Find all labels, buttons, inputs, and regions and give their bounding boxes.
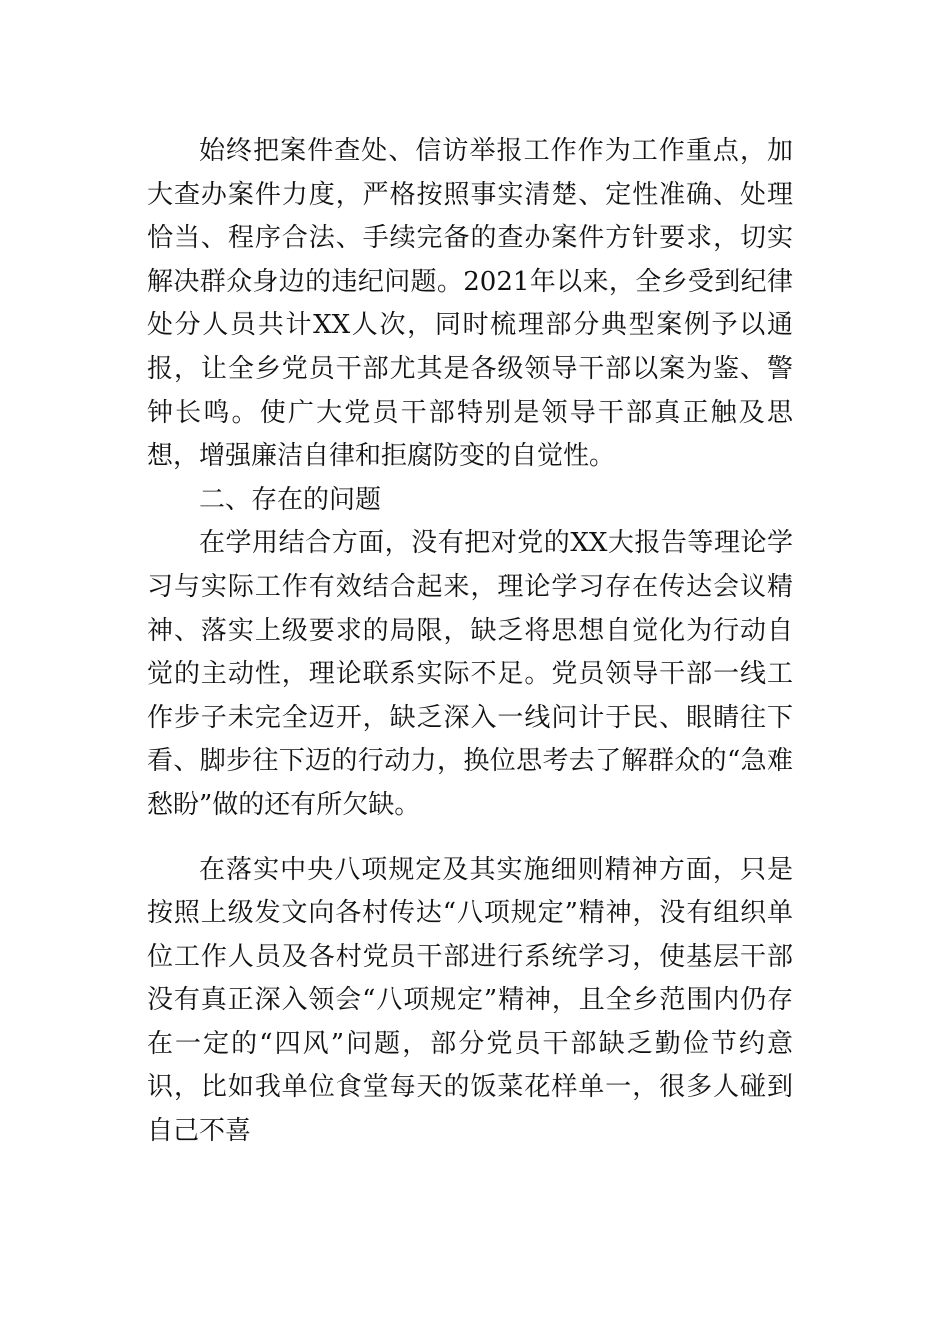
paragraph-eight-rules: 在落实中央八项规定及其实施细则精神方面，只是按照上级发文向各村传达“八项规定”精神，没有组织单位工作人员及各村党员干部进行系统学习，使基层干部没有真正深入领会“八项规定”精神，且全乡范围内仍存在一定的“四风”问题，部分党员干部缺乏勤俭节约意识，比如我单位食堂每天的饭菜花样单一，很多人碰到自己不喜 xyxy=(147,854,793,1147)
document-body xyxy=(147,130,793,1154)
section-heading-problems: 二、存在的问题 xyxy=(199,484,382,515)
paragraph-case-handling: 始终把案件查处、信访举报工作作为工作重点，加大查办案件力度，严格按照事实清楚、定性准确、处理恰当、程序合法、手续完备的查办案件方针要求，切实解决群众身边的违纪问题。2021年以来，全乡受到纪律处分人员共计XX人次，同时梳理部分典型案例予以通报，让全乡党员干部尤其是各级领导干部以案为鉴、警钟长鸣。使广大党员干部特别是领导干部真正触及思想，增强廉洁自律和拒腐防变的自觉性。 xyxy=(147,136,793,472)
paragraph-study-application: 在学用结合方面，没有把对党的XX大报告等理论学习与实际工作有效结合起来，理论学习存在传达会议精神、落实上级要求的局限，缺乏将思想自觉化为行动自觉的主动性，理论联系实际不足。党员领导干部一线工作步子未完全迈开，缺乏深入一线问计于民、眼睛往下看、脚步往下迈的行动力，换位思考去了解群众的“急难愁盼”做的还有所欠缺。 xyxy=(147,528,793,820)
